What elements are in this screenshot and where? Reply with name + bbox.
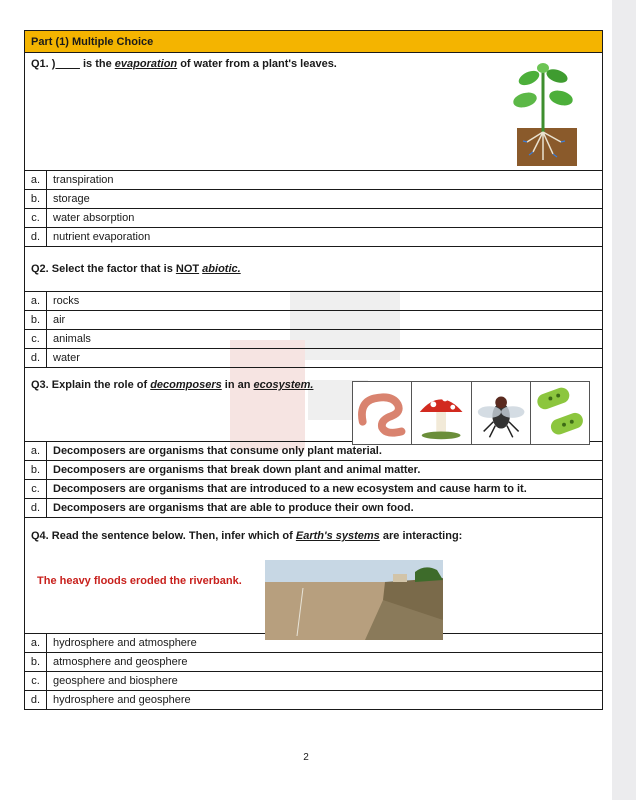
q2-emph-abiotic: abiotic. xyxy=(202,263,241,275)
decomposers-images xyxy=(352,381,590,445)
q4-text-b: are interacting: xyxy=(379,530,463,542)
q3-option-letter: b. xyxy=(25,461,47,480)
q2-option-letter: d. xyxy=(25,349,47,368)
q4-option-letter: c. xyxy=(25,672,47,691)
q2-text-a: Q2. Select the factor that is xyxy=(31,263,176,275)
q1-option-a[interactable]: transpiration xyxy=(47,171,603,190)
q3-text-a: Q3. Explain the role of xyxy=(31,379,151,391)
q1-option-letter: b. xyxy=(25,190,47,209)
riverbank-photo xyxy=(265,560,443,640)
q1-option-letter: d. xyxy=(25,228,47,247)
q3-option-c[interactable]: Decomposers are organisms that are introduced to a new ecosystem and cause harm to it. xyxy=(47,480,603,499)
q3-option-letter: d. xyxy=(25,499,47,518)
q4-option-letter: b. xyxy=(25,653,47,672)
q1-blank: ____ xyxy=(55,58,80,70)
q2-option-letter: b. xyxy=(25,311,47,330)
viewer-margin xyxy=(612,0,636,800)
q4-option-letter: a. xyxy=(25,634,47,653)
q4-text-a: Q4. Read the sentence below. Then, infer which of xyxy=(31,530,296,542)
question-2 xyxy=(25,247,603,292)
q2-emph-not: NOT xyxy=(175,263,200,275)
q4-option-letter: d. xyxy=(25,691,47,710)
page-number: 2 xyxy=(303,752,309,763)
q2-option-letter: a. xyxy=(25,292,47,311)
bacteria-icon xyxy=(531,382,589,444)
q1-label: Q1. ) xyxy=(31,58,56,70)
q4-option-c[interactable]: geosphere and biosphere xyxy=(47,672,603,691)
q2-option-d[interactable]: water xyxy=(47,349,603,368)
q3-option-b[interactable]: Decomposers are organisms that break down plant and animal matter. xyxy=(47,461,603,480)
q1-option-letter: c. xyxy=(25,209,47,228)
q4-option-d[interactable]: hydrosphere and geosphere xyxy=(47,691,603,710)
q1-option-letter: a. xyxy=(25,171,47,190)
flood-sentence: The heavy floods eroded the riverbank. xyxy=(37,575,242,587)
earthworm-icon xyxy=(353,382,412,444)
mushroom-icon xyxy=(412,382,471,444)
q4-term: Earth's systems xyxy=(295,530,380,542)
q2-option-b[interactable]: air xyxy=(47,311,603,330)
q4-option-b[interactable]: atmosphere and geosphere xyxy=(47,653,603,672)
q3-term-ecosystem: ecosystem. xyxy=(253,379,314,391)
q3-option-letter: c. xyxy=(25,480,47,499)
q1-text-b: of water from a plant's leaves. xyxy=(177,58,337,70)
plant-roots-image xyxy=(503,62,583,166)
q3-option-letter: a. xyxy=(25,442,47,461)
q1-term: evaporation xyxy=(114,58,178,70)
q1-text-a: is the xyxy=(79,58,115,70)
part-title: Part (1) Multiple Choice xyxy=(25,31,603,53)
fly-icon xyxy=(472,382,531,444)
q4-option-a[interactable]: hydrosphere and atmosphere xyxy=(47,634,603,653)
q2-option-a[interactable]: rocks xyxy=(47,292,603,311)
q1-option-c[interactable]: water absorption xyxy=(47,209,603,228)
q1-option-b[interactable]: storage xyxy=(47,190,603,209)
q2-option-c[interactable]: animals xyxy=(47,330,603,349)
q2-option-letter: c. xyxy=(25,330,47,349)
q3-option-a[interactable]: Decomposers are organisms that consume only plant material. xyxy=(47,442,603,461)
q1-option-d[interactable]: nutrient evaporation xyxy=(47,228,603,247)
q3-option-d[interactable]: Decomposers are organisms that are able to produce their own food. xyxy=(47,499,603,518)
q3-term-decomposers: decomposers xyxy=(150,379,222,391)
q3-text-b: in an xyxy=(221,379,254,391)
